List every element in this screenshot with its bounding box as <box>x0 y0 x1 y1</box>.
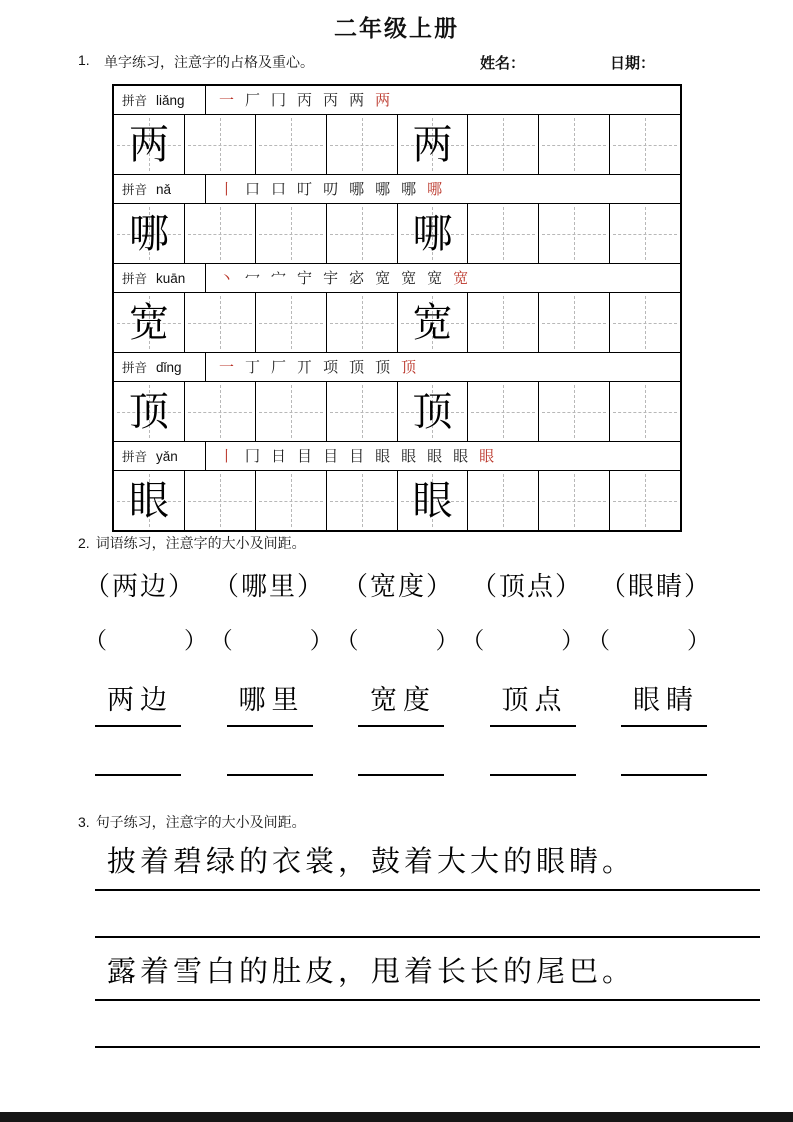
section2-heading: 词语练习，注意字的大小及间距。 <box>95 535 306 551</box>
pinyin-label: 拼音 <box>122 361 148 375</box>
stroke-glyph: 眼 <box>427 446 443 465</box>
practice-cell <box>610 115 680 174</box>
practice-cell <box>185 471 256 530</box>
practice-cell <box>114 204 185 263</box>
cell-horizontal-guide <box>259 412 323 413</box>
section1-heading: 单字练习，注意字的占格及重心。 <box>104 54 314 70</box>
stroke-glyph: 冂 <box>271 90 287 109</box>
sentence-list <box>95 842 760 1062</box>
pinyin-row <box>114 353 680 382</box>
practice-cell <box>398 204 469 263</box>
practice-cell <box>256 382 327 441</box>
stroke-glyph: 丌 <box>297 357 313 376</box>
character-group <box>114 86 680 175</box>
practice-cell <box>468 293 539 352</box>
cell-horizontal-guide <box>188 412 252 413</box>
model-character: 哪 <box>128 210 169 257</box>
empty-parens: （ ） <box>335 628 461 654</box>
cell-horizontal-guide <box>188 501 252 502</box>
stroke-glyph: 宽 <box>453 268 469 287</box>
practice-cell <box>327 204 398 263</box>
stroke-order-row <box>206 175 680 203</box>
blank-word-line <box>621 748 707 776</box>
model-character: 眼 <box>412 477 453 524</box>
stroke-glyph: 冖 <box>245 268 261 287</box>
practice-cell <box>114 115 185 174</box>
practice-row <box>114 293 680 353</box>
model-character: 眼 <box>128 477 169 524</box>
character-group <box>114 353 680 442</box>
practice-cell <box>185 204 256 263</box>
stroke-glyph: 目 <box>297 446 313 465</box>
stroke-glyph: 眼 <box>401 446 417 465</box>
practice-cell <box>610 471 680 530</box>
stroke-glyph: 日 <box>271 446 287 465</box>
blank-sentence-line <box>95 1001 760 1048</box>
word-in-parens: （哪里） <box>212 572 325 602</box>
stroke-glyph: 冂 <box>245 446 261 465</box>
stroke-glyph: 两 <box>375 90 391 109</box>
stroke-glyph: 口 <box>245 179 261 198</box>
sentence-line: 露着雪白的肚皮，甩着长长的尾巴。 <box>95 952 760 1001</box>
practice-cell <box>468 471 539 530</box>
stroke-glyph: 宽 <box>401 268 417 287</box>
model-character: 哪 <box>412 210 453 257</box>
empty-underline-row <box>95 748 707 776</box>
practice-cell <box>468 204 539 263</box>
stroke-glyph: 哪 <box>427 179 443 198</box>
sentence-line: 披着碧绿的衣裳，鼓着大大的眼睛。 <box>95 842 760 891</box>
cell-horizontal-guide <box>542 412 606 413</box>
word-in-parens: （两边） <box>84 572 197 602</box>
stroke-glyph: 眼 <box>479 446 495 465</box>
stroke-glyph: 顶 <box>375 357 391 376</box>
section2-number: 2. <box>78 535 90 551</box>
section3-header <box>78 812 306 832</box>
pinyin-cell <box>114 86 206 114</box>
pinyin-row <box>114 86 680 115</box>
model-character: 顶 <box>128 388 169 435</box>
cell-horizontal-guide <box>188 145 252 146</box>
name-label: 姓名： <box>480 55 526 72</box>
practice-cell <box>539 204 610 263</box>
stroke-glyph: 丙 <box>297 90 313 109</box>
cell-horizontal-guide <box>613 145 677 146</box>
practice-cell <box>398 382 469 441</box>
practice-cell <box>256 115 327 174</box>
cell-horizontal-guide <box>259 145 323 146</box>
stroke-glyph: 哪 <box>349 179 365 198</box>
section1-number: 1. <box>78 52 90 68</box>
section1-header <box>78 52 778 72</box>
character-group <box>114 442 680 530</box>
cell-horizontal-guide <box>613 412 677 413</box>
empty-parens: （ ） <box>84 628 209 654</box>
cell-horizontal-guide <box>471 501 535 502</box>
blank-word-line <box>95 748 181 776</box>
word-underlined: 哪里 <box>227 678 313 727</box>
model-character: 宽 <box>128 299 169 346</box>
cell-horizontal-guide <box>330 323 394 324</box>
character-group <box>114 175 680 264</box>
page-edge-bar <box>0 1112 793 1122</box>
practice-cell <box>256 204 327 263</box>
pinyin-value: yǎn <box>156 448 178 464</box>
section2-header <box>78 533 306 553</box>
pinyin-cell <box>114 264 206 292</box>
model-character: 两 <box>128 121 169 168</box>
cell-horizontal-guide <box>542 323 606 324</box>
practice-cell <box>468 382 539 441</box>
practice-cell <box>114 382 185 441</box>
section3-number: 3. <box>78 814 90 830</box>
practice-cell <box>256 293 327 352</box>
pinyin-cell <box>114 175 206 203</box>
words-paren-row <box>84 566 712 603</box>
practice-cell <box>539 115 610 174</box>
cell-horizontal-guide <box>259 501 323 502</box>
pinyin-row <box>114 175 680 204</box>
cell-horizontal-guide <box>259 323 323 324</box>
cell-horizontal-guide <box>259 234 323 235</box>
stroke-order-row <box>206 442 680 470</box>
stroke-glyph: 丶 <box>219 268 235 287</box>
pinyin-value: dǐng <box>156 359 182 375</box>
stroke-glyph: 目 <box>349 446 365 465</box>
practice-cell <box>327 471 398 530</box>
cell-horizontal-guide <box>613 323 677 324</box>
practice-cell <box>398 115 469 174</box>
stroke-glyph: 两 <box>349 90 365 109</box>
page-title: 二年级上册 <box>334 16 459 42</box>
practice-cell <box>398 293 469 352</box>
stroke-glyph: 项 <box>323 357 339 376</box>
pinyin-label: 拼音 <box>122 183 148 197</box>
pinyin-cell <box>114 353 206 381</box>
blank-word-line <box>358 748 444 776</box>
practice-row <box>114 471 680 530</box>
pinyin-value: liǎng <box>156 92 185 108</box>
cell-horizontal-guide <box>471 145 535 146</box>
cell-horizontal-guide <box>330 501 394 502</box>
stroke-order-row <box>206 86 680 114</box>
practice-row <box>114 115 680 175</box>
practice-cell <box>610 382 680 441</box>
stroke-glyph: 厂 <box>245 90 261 109</box>
empty-parens: （ ） <box>209 628 335 654</box>
practice-cell <box>468 115 539 174</box>
cell-horizontal-guide <box>542 145 606 146</box>
stroke-glyph: 哪 <box>401 179 417 198</box>
word-in-parens: （宽度） <box>341 572 454 602</box>
stroke-glyph: 宀 <box>271 268 287 287</box>
stroke-glyph: 一 <box>219 90 235 109</box>
pinyin-label: 拼音 <box>122 450 148 464</box>
empty-parens: （ ） <box>461 628 587 654</box>
practice-cell <box>539 293 610 352</box>
stroke-glyph: 宓 <box>349 268 365 287</box>
blank-sentence-line <box>95 891 760 938</box>
stroke-glyph: 眼 <box>375 446 391 465</box>
stroke-order-row <box>206 353 680 381</box>
pinyin-label: 拼音 <box>122 94 148 108</box>
stroke-glyph: 丨 <box>219 179 235 198</box>
word-in-parens: （眼睛） <box>599 572 712 602</box>
character-practice-table <box>112 84 682 532</box>
stroke-glyph: 叮 <box>297 179 313 198</box>
practice-cell <box>114 293 185 352</box>
stroke-glyph: 宇 <box>323 268 339 287</box>
date-label: 日期： <box>610 55 656 72</box>
practice-cell <box>114 471 185 530</box>
stroke-glyph: 厂 <box>271 357 287 376</box>
model-character: 顶 <box>412 388 453 435</box>
stroke-glyph: 哪 <box>375 179 391 198</box>
pinyin-label: 拼音 <box>122 272 148 286</box>
cell-horizontal-guide <box>188 234 252 235</box>
practice-cell <box>185 293 256 352</box>
stroke-glyph: 宁 <box>297 268 313 287</box>
blank-word-line <box>227 748 313 776</box>
cell-horizontal-guide <box>330 145 394 146</box>
pinyin-cell <box>114 442 206 470</box>
cell-horizontal-guide <box>471 234 535 235</box>
pinyin-value: nǎ <box>156 181 172 197</box>
stroke-glyph: 顶 <box>349 357 365 376</box>
cell-horizontal-guide <box>330 234 394 235</box>
word-in-parens: （顶点） <box>470 572 583 602</box>
cell-horizontal-guide <box>542 234 606 235</box>
empty-paren-row <box>84 622 712 655</box>
words-underline-row <box>95 678 707 727</box>
stroke-glyph: 宽 <box>375 268 391 287</box>
cell-horizontal-guide <box>613 234 677 235</box>
stroke-order-row <box>206 264 680 292</box>
character-group <box>114 264 680 353</box>
practice-cell <box>185 382 256 441</box>
stroke-glyph: 一 <box>219 357 235 376</box>
cell-horizontal-guide <box>471 323 535 324</box>
model-character: 两 <box>412 121 453 168</box>
practice-cell <box>610 293 680 352</box>
stroke-glyph: 丙 <box>323 90 339 109</box>
section3-heading: 句子练习，注意字的大小及间距。 <box>95 814 306 830</box>
word-underlined: 顶点 <box>490 678 576 727</box>
model-character: 宽 <box>412 299 453 346</box>
cell-horizontal-guide <box>471 412 535 413</box>
stroke-glyph: 丨 <box>219 446 235 465</box>
cell-horizontal-guide <box>542 501 606 502</box>
pinyin-value: kuān <box>156 270 186 286</box>
cell-horizontal-guide <box>188 323 252 324</box>
practice-cell <box>327 115 398 174</box>
pinyin-row <box>114 264 680 293</box>
practice-row <box>114 382 680 442</box>
cell-horizontal-guide <box>330 412 394 413</box>
cell-horizontal-guide <box>613 501 677 502</box>
practice-row <box>114 204 680 264</box>
empty-parens: （ ） <box>587 628 712 654</box>
practice-cell <box>539 382 610 441</box>
stroke-glyph: 宽 <box>427 268 443 287</box>
stroke-glyph: 丁 <box>245 357 261 376</box>
stroke-glyph: 顶 <box>401 357 417 376</box>
stroke-glyph: 口 <box>271 179 287 198</box>
word-underlined: 眼睛 <box>621 678 707 727</box>
practice-cell <box>398 471 469 530</box>
practice-cell <box>185 115 256 174</box>
practice-cell <box>327 382 398 441</box>
practice-cell <box>610 204 680 263</box>
practice-cell <box>327 293 398 352</box>
word-underlined: 两边 <box>95 678 181 727</box>
word-underlined: 宽度 <box>358 678 444 727</box>
pinyin-row <box>114 442 680 471</box>
practice-cell <box>256 471 327 530</box>
blank-word-line <box>490 748 576 776</box>
stroke-glyph: 眼 <box>453 446 469 465</box>
stroke-glyph: 叨 <box>323 179 339 198</box>
practice-cell <box>539 471 610 530</box>
stroke-glyph: 目 <box>323 446 339 465</box>
